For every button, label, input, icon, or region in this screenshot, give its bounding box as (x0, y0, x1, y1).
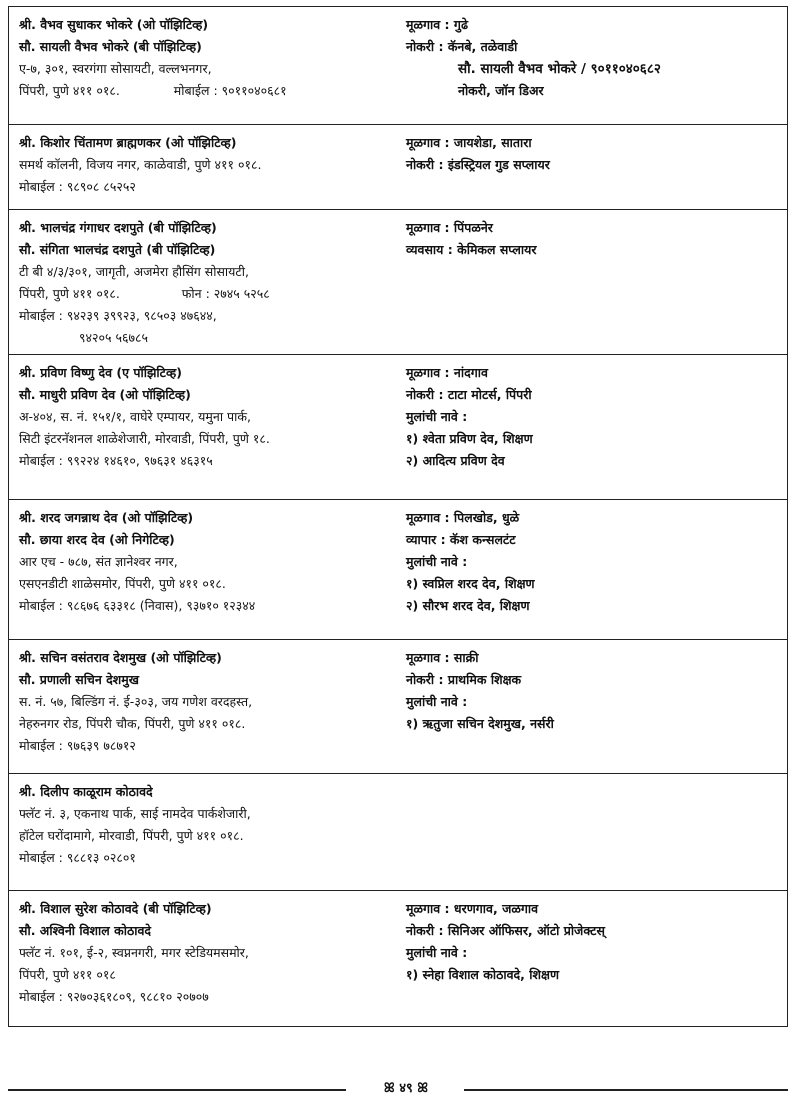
children-heading: मुलांची नावे : (406, 945, 468, 960)
member-details (9, 210, 402, 354)
spouse-name: सौ. सायली वैभव भोकरे (बी पॉझिटिव्ह) (19, 39, 202, 54)
member-info (402, 7, 787, 124)
member-name: श्री. शरद जगन्नाथ देव (ओ पॉझिटिव्ह) (19, 510, 194, 525)
children-heading: मुलांची नावे : (406, 409, 468, 424)
member-entry (9, 891, 787, 1026)
member-entry (9, 210, 787, 355)
child-name: १) स्वप्निल शरद देव, शिक्षण (406, 576, 535, 591)
spouse-name: सौ. छाया शरद देव (ओ निगेटिव्ह) (19, 532, 175, 547)
member-directory (8, 6, 788, 1027)
child-name: १) ऋतुजा सचिन देशमुख, नर्सरी (406, 716, 554, 731)
native-place: मूळगाव : नांदगाव (406, 365, 488, 380)
member-name: श्री. प्रविण विष्णु देव (ए पॉझिटिव्ह) (19, 365, 182, 380)
mobile-number: मोबाईल : ९४२३९ ३९९२३, ९८५०३ ४७६४४, (19, 308, 217, 323)
member-info (402, 355, 787, 499)
address-line: हॉटेल घरोंदामागे, मोरवाडी, पिंपरी, पुणे ४११ ०१८. (19, 828, 244, 843)
member-details (9, 640, 402, 773)
native-place: मूळगाव : जायशेडा, सातारा (406, 135, 532, 150)
mobile-number-extra: ९४२०५ ५६७८५ (79, 330, 148, 345)
child-name: २) आदित्य प्रविण देव (406, 453, 505, 468)
occupation: नोकरी : कॅनबे, तळेवाडी (406, 39, 518, 54)
page-number: ꕤ ४९ ꕤ (383, 1081, 429, 1096)
occupation: नोकरी : टाटा मोटर्स, पिंपरी (406, 387, 532, 402)
spouse-name: सौ. प्रणाली सचिन देशमुख (19, 672, 139, 687)
member-name: श्री. विशाल सुरेश कोठावदे (बी पॉझिटिव्ह) (19, 901, 212, 916)
occupation: नोकरी : प्राथमिक शिक्षक (406, 672, 522, 687)
children-heading: मुलांची नावे : (406, 554, 468, 569)
address-line: फ्लॅट नं. १०१, ई-२, स्वप्ननगरी, मगर स्टेडियमसमोर, (19, 945, 249, 960)
member-info (402, 210, 787, 354)
member-details (9, 355, 402, 499)
address-line: पिंपरी, पुणे ४११ ०१८ (19, 967, 116, 982)
member-entry (9, 355, 787, 500)
member-name: श्री. दिलीप काळूराम कोठावदे (19, 784, 153, 799)
address-line: पिंपरी, पुणे ४११ ०१८. (19, 286, 120, 301)
mobile-number: मोबाईल : ९८६७६ ६३३१८ (निवास), ९३७१० १२३४४ (19, 598, 256, 613)
member-info (402, 125, 787, 209)
mobile-number: मोबाईल : ९८९०८ ८५२५२ (19, 179, 136, 194)
member-entry (9, 7, 787, 125)
native-place: मूळगाव : गुढे (406, 17, 468, 32)
member-info (402, 774, 787, 890)
member-name: श्री. किशोर चिंतामण ब्राह्मणकर (ओ पॉझिटिव्ह) (19, 135, 237, 150)
spouse-name: सौ. माधुरी प्रविण देव (ओ पॉझिटिव्ह) (19, 387, 191, 402)
member-entry (9, 500, 787, 640)
native-place: मूळगाव : धरणगाव, जळगाव (406, 901, 539, 916)
mobile-number: मोबाईल : ९०११०४०६८१ (173, 83, 287, 98)
address-line: समर्थ कॉलनी, विजय नगर, काळेवाडी, पुणे ४११ ०१८. (19, 157, 262, 172)
native-place: मूळगाव : साक्री (406, 650, 479, 665)
spouse-contact: सौ. सायली वैभव भोकरे / ९०११०४०६८२ (458, 61, 661, 77)
occupation: व्यवसाय : केमिकल सप्लायर (406, 242, 537, 257)
mobile-number: मोबाईल : ९२७०३६१८०९, ९८८१० २०७०७ (19, 989, 209, 1004)
address-line: फ्लॅट नं. ३, एकनाथ पार्क, साई नामदेव पार्कशेजारी, (19, 806, 251, 821)
member-info (402, 500, 787, 639)
address-line: स. नं. ५७, बिल्डिंग नं. ई-३०३, जय गणेश वरदहस्त, (19, 694, 253, 709)
footer-rule-left (8, 1089, 346, 1091)
member-details (9, 891, 402, 1026)
native-place: मूळगाव : पिंपळनेर (406, 220, 493, 235)
member-entry (9, 640, 787, 774)
member-info (402, 891, 787, 1026)
member-entry (9, 125, 787, 210)
address-phone-line (19, 283, 396, 305)
address-line: आर एच - ७८७, संत ज्ञानेश्वर नगर, (19, 554, 178, 569)
child-name: २) सौरभ शरद देव, शिक्षण (406, 598, 530, 613)
mobile-number: मोबाईल : ९९२२४ १४६१०, ९७६३१ ४६३१५ (19, 453, 213, 468)
children-heading: मुलांची नावे : (406, 694, 468, 709)
member-info (402, 640, 787, 773)
address-line: अ-४०४, स. नं. १५१/१, वाघेरे एम्पायर, यमुना पार्क, (19, 409, 251, 424)
spouse-name: सौ. संगिता भालचंद्र दशपुते (बी पॉझिटिव्ह) (19, 242, 216, 257)
mobile-number: मोबाईल : ९७६३९ ७८७१२ (19, 738, 136, 753)
member-entry (9, 774, 787, 891)
address-line: ए-७, ३०१, स्वरगंगा सोसायटी, वल्लभनगर, (19, 61, 212, 76)
address-line: एसएनडीटी शाळेसमोर, पिंपरी, पुणे ४११ ०१८. (19, 576, 226, 591)
footer-rule-right (464, 1089, 788, 1091)
child-name: १) स्नेहा विशाल कोठावदे, शिक्षण (406, 967, 560, 982)
member-name: श्री. सचिन वसंतराव देशमुख (ओ पॉझिटिव्ह) (19, 650, 222, 665)
address-mobile-line (19, 80, 396, 102)
occupation: व्यापार : कॅश कन्सलटंट (406, 532, 516, 547)
child-name: १) श्वेता प्रविण देव, शिक्षण (406, 431, 533, 446)
address-line: टी बी ४/३/३०१, जागृती, अजमेरा हौसिंग सोसायटी, (19, 264, 249, 279)
address-line: पिंपरी, पुणे ४११ ०१८. (19, 83, 120, 98)
occupation: नोकरी : इंडस्ट्रियल गुड सप्लायर (406, 157, 550, 172)
member-name: श्री. भालचंद्र गंगाधर दशपुते (बी पॉझिटिव्ह) (19, 220, 217, 235)
spouse-occupation: नोकरी, जॉन डिअर (458, 83, 544, 98)
member-name: श्री. वैभव सुधाकर भोकरे (ओ पॉझिटिव्ह) (19, 17, 209, 32)
occupation: नोकरी : सिनिअर ऑफिसर, ऑटो प्रोजेक्टस् (406, 923, 605, 938)
native-place: मूळगाव : पिलखोड, धुळे (406, 510, 520, 525)
spouse-name: सौ. अश्विनी विशाल कोठावदे (19, 923, 152, 938)
member-details (9, 7, 402, 124)
mobile-number: मोबाईल : ९८८१३ ०२८०१ (19, 850, 136, 865)
page-footer (8, 1082, 788, 1098)
member-details (9, 500, 402, 639)
address-line: नेहरुनगर रोड, पिंपरी चौक, पिंपरी, पुणे ४११ ०१८. (19, 716, 246, 731)
phone-number: फोन : २७४५ ५२५८ (181, 286, 270, 301)
member-details (9, 125, 402, 209)
address-line: सिटी इंटरनॅशनल शाळेशेजारी, मोरवाडी, पिंपरी, पुणे १८. (19, 431, 270, 446)
member-details (9, 774, 402, 890)
